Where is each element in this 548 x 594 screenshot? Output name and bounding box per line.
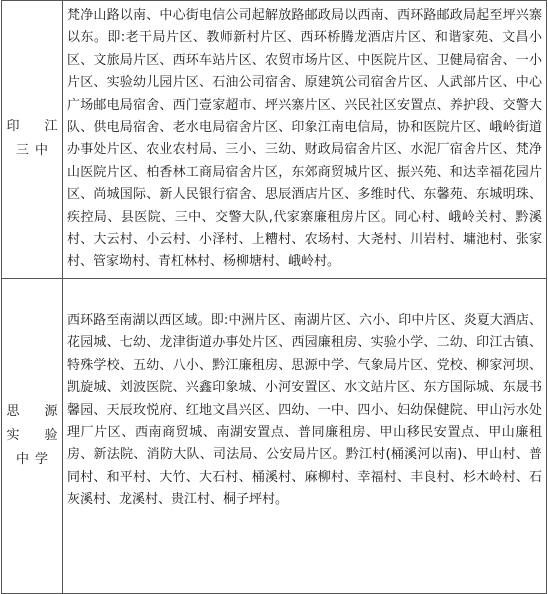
school-name-cell — [2, 1, 63, 279]
table-row — [2, 278, 547, 593]
school-name-line: 实 验 — [6, 427, 64, 443]
school-name-line: 中学 — [15, 451, 54, 467]
school-name-line: 思 源 — [6, 403, 64, 419]
area-description-cell: 梵净山路以南、中心街电信公司起解放路邮政局以西南、西环路邮政局起至坪兴寨以东。即:老干局片区、教师新村片区、西环桥腾龙酒店片区、和谐家苑、文昌小区、文旅局片区、西环车站片区、农贸市场片区、中医院片区、卫健局宿舍、一小片区、实验幼儿园片区、石油公司宿舍、原建筑公司宿舍片区、人武部片区、中心广场邮电局宿舍、西门壹家超市、坪兴寨片区、兴民社区安置点、养护段、交警大队、供电局宿舍、老水电局宿舍片区、印象江南电信局，协和医院片区、峨岭街道办事处片区、农业农村局、三小、三幼、财政局宿舍片区、水泥厂宿舍片区、梵净山医院片区、柏香林工商局宿舍片区，东郊商贸城片区、振兴苑、和达幸福花园片区、尚城国际、新人民银行宿舍、思辰酒店片区、多维时代、东馨苑、东城明珠、疾控局、县医院、三中、交警大队,代家寨廉租房片区。同心村、峨岭关村、黔溪村、大云村、小云村、小泽村、上糟村、农场村、大尧村、川岩村、墉池村、张家村、管家坳村、青杠林村、杨柳塘村、峨岭村。 — [63, 1, 547, 279]
school-name-line: 印 江 — [6, 119, 64, 135]
school-zone-table — [1, 0, 547, 594]
school-name-line: 三中 — [15, 143, 54, 159]
table-row — [2, 1, 547, 279]
school-name-cell — [2, 278, 63, 593]
area-description-cell: 西环路至南湖以西区域。即:中洲片区、南湖片区、六小、印中片区、炎夏大酒店、花园城、七幼、龙津街道办事处片区、西园廉租房、实验小学、二幼、印江古镇、特殊学校、五幼、八小、黔江廉租房、思源中学、气象局片区、党校、柳家河坝、凯旋城、刘波医院、兴鑫印象城、小河安置区、水文站片区、东方国际城、东晟书馨园、天辰玫悦府、红地文昌兴区、四幼、一中、四小、妇幼保健院、甲山污水处理厂片区、西南商贸城、南湖安置点、普同廉租房、甲山移民安置点、甲山廉租房、新法院、消防大队、司法局、公安局片区。黔江村(桶溪河以南)、甲山村、普同村、和平村、大竹、大石村、桶溪村、麻柳村、幸福村、丰良村、杉木岭村、石灰溪村、龙溪村、贵江村、桐子坪村。 — [63, 278, 547, 593]
